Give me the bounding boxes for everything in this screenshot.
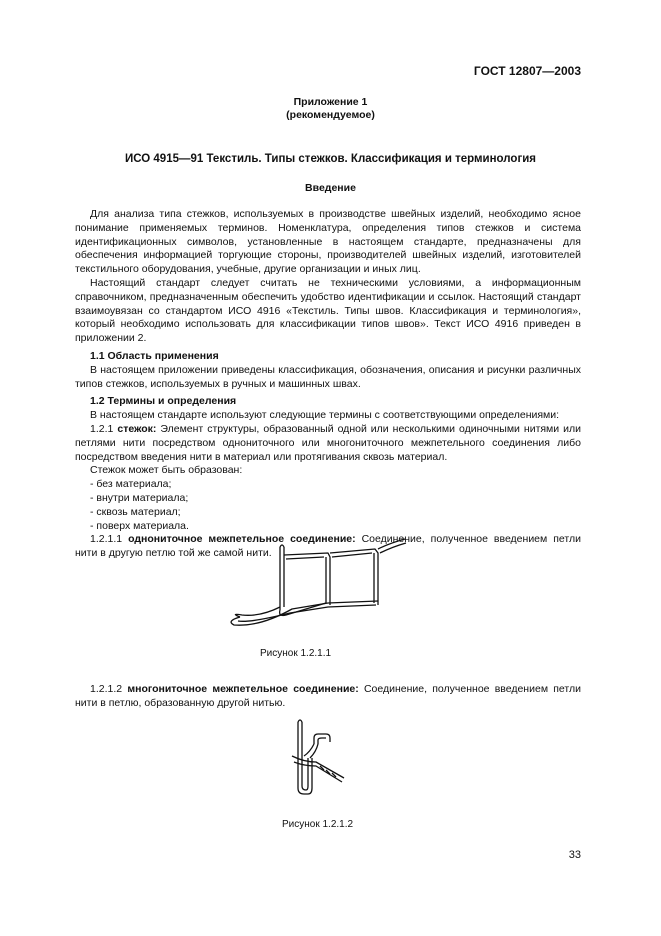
term-1-2-1-2 xyxy=(75,683,581,711)
term-definition: Соединение, полученное введением петли нити в петлю, образованную другой нитью. xyxy=(75,683,581,709)
term-name: однониточное межпетельное соединение: xyxy=(128,533,356,546)
intro-paragraph-1: Для анализа типа стежков, используемых в производстве швейных изделий, необходимо ясное понимание применяемых терминов. Номенклатура, определения типов стежков и система идентификационных символов, установленные в настоящем стандарте, предназначены для обеспечения информацией торгующие стороны, производителей швейных изделий, изготовителей текстильного оборудования, учебные, другие организации и иных лиц. xyxy=(75,208,581,276)
figure-1-2-1-2-caption: Рисунок 1.2.1.2 xyxy=(282,819,354,830)
section-1-1-heading: 1.1 Область применения xyxy=(90,349,219,362)
list-item: - внутри материала; xyxy=(90,491,189,504)
term-name: многониточное межпетельное соединение: xyxy=(127,683,359,695)
intro-paragraph-2: Настоящий стандарт следует считать не техническими условиями, а информационным справочником, предназначенным обеспечить удобство идентификации и ссылок. Настоящий стандарт взаимоувязан со стандартом ИСО 4916 «Текстиль. Типы швов. Классификация и терминология», который необходимо использовать для классификации типов швов». Текст ИСО 4916 приведен в приложении 2. xyxy=(75,276,581,345)
figure-1-2-1-1-caption: Рисунок 1.2.1.1 xyxy=(260,648,332,659)
term-definition: Соединение, полученное введением петли нити в другую петлю той же самой нити. xyxy=(75,533,581,560)
term-name: стежок: xyxy=(117,422,157,435)
list-item: - сквозь материал; xyxy=(90,505,181,518)
term-number: 1.2.1.1 xyxy=(90,533,123,546)
page-number: 33 xyxy=(568,849,581,861)
intro-heading: Введение xyxy=(305,182,356,194)
list-item: - без материала; xyxy=(90,478,172,491)
figure-1-2-1-2-illustration xyxy=(280,718,360,798)
stitch-can-be: Стежок может быть образован: xyxy=(90,464,243,477)
body-text xyxy=(75,208,581,561)
figure-1-2-1-1-illustration xyxy=(220,535,420,630)
term-1-2-1-2-block xyxy=(75,683,581,711)
term-number: 1.2.1 xyxy=(90,422,114,435)
term-1-2-1 xyxy=(75,423,581,464)
standard-number: ГОСТ 12807—2003 xyxy=(473,64,581,78)
list-item: - поверх материала. xyxy=(90,519,189,532)
document-title: ИСО 4915—91 Текстиль. Типы стежков. Классификация и терминология xyxy=(124,153,537,165)
appendix-note: (рекомендуемое) xyxy=(286,109,375,121)
section-1-1-text: В настоящем приложении приведены классификация, обозначения, описания и рисунки различных типов стежков, используемых в ручных и машинных швах. xyxy=(75,363,581,390)
term-number: 1.2.1.2 xyxy=(90,683,123,695)
appendix-title: Приложение 1 xyxy=(293,96,368,108)
term-definition: Элемент структуры, образованный одной или несколькими одиночными нитями или петлями нити посредством однониточного или многониточного межпетельного соединения либо посредством введения нити в материал или протягивания сквозь материал. xyxy=(75,422,581,463)
section-1-2-intro: В настоящем стандарте используют следующие термины с соответствующими определениями: xyxy=(90,409,560,422)
section-1-2-heading: 1.2 Термины и определения xyxy=(90,395,237,408)
